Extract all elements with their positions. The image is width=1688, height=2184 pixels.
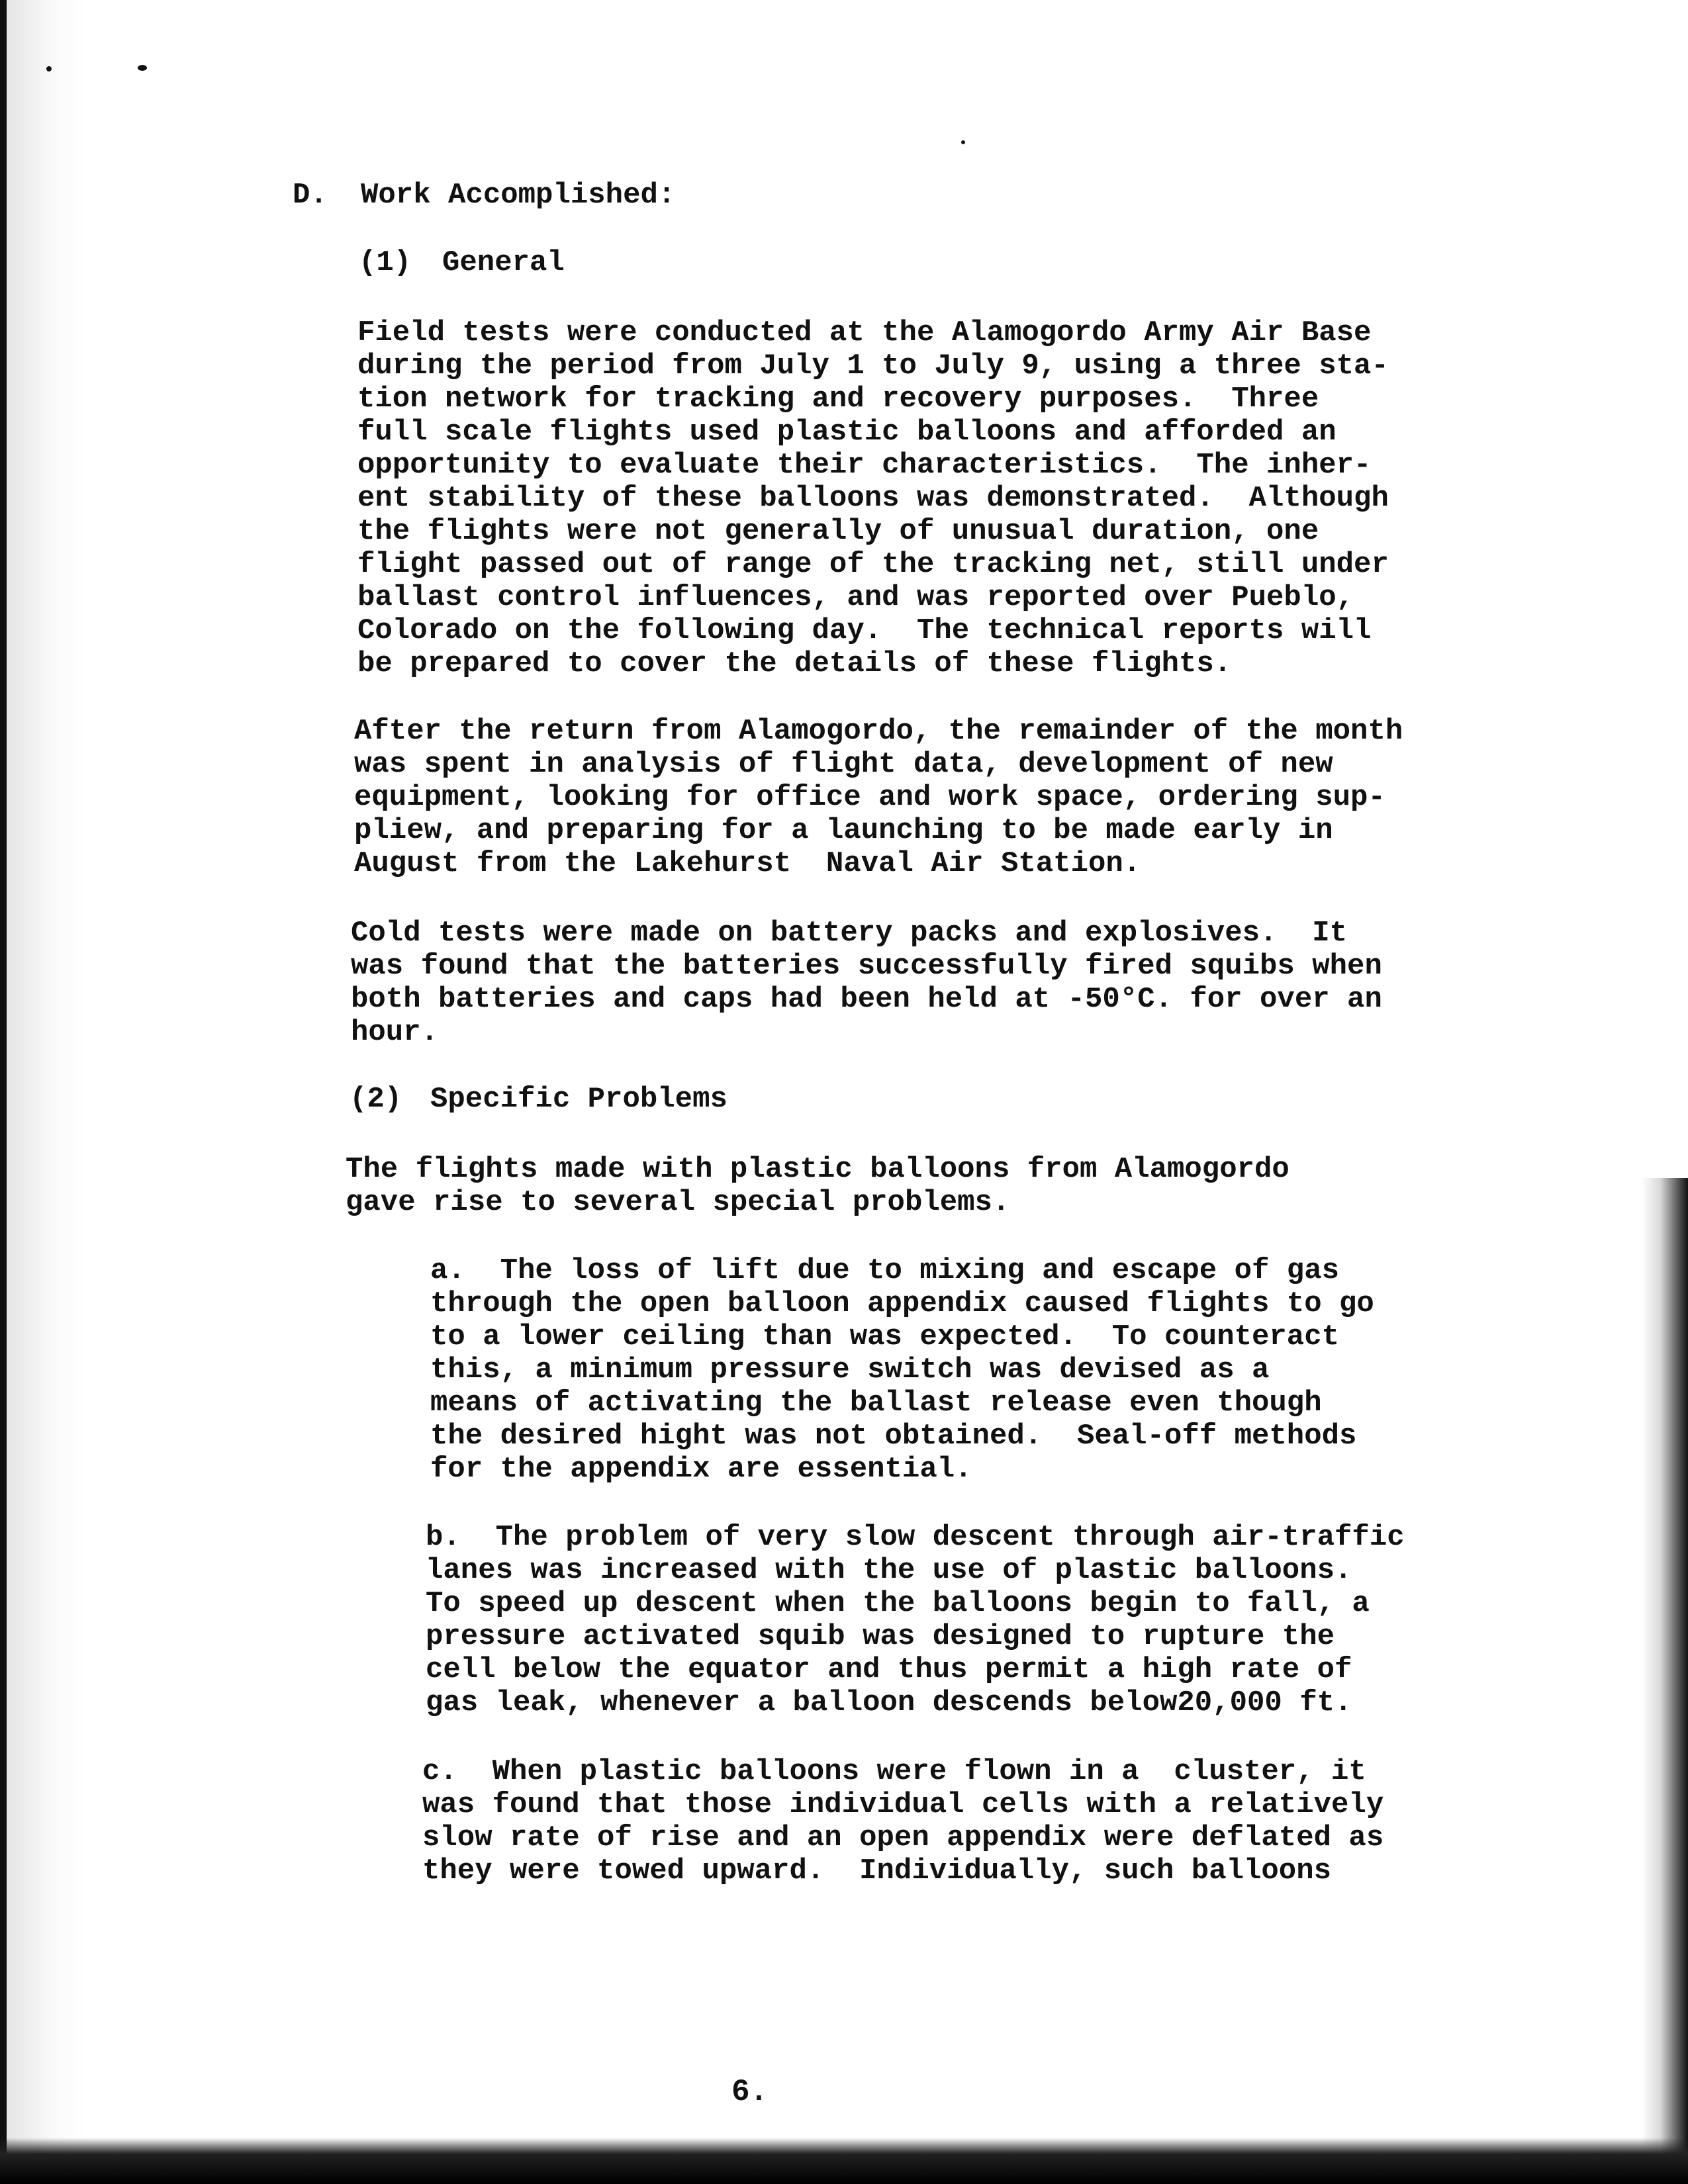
text-line: cell below the equator and thus permit a high rate of [426, 1653, 1352, 1686]
page-number: 6. [731, 2075, 769, 2109]
text-line: equipment, looking for office and work space, ordering sup- [354, 781, 1385, 814]
text-line: through the open balloon appendix caused flights to go [430, 1287, 1374, 1320]
text-line: this, a minimum pressure switch was devised as a [430, 1353, 1270, 1387]
text-line: was found that the batteries successfully fired squibs when [351, 950, 1382, 983]
text-line: The flights made with plastic balloons from Alamogordo [346, 1153, 1289, 1186]
text-line: be prepared to cover the details of these flights. [357, 647, 1232, 680]
scan-edge-bottom [0, 2138, 1688, 2184]
text-line: August from the Lakehurst Naval Air Station. [354, 847, 1141, 880]
text-line: b. The problem of very slow descent through air-traffic [426, 1521, 1405, 1554]
text-line: means of activating the ballast release even though [430, 1387, 1322, 1420]
text-line: pressure activated squib was designed to rupture the [426, 1620, 1335, 1653]
text-line: full scale flights used plastic balloons and afforded an [357, 416, 1336, 449]
text-line: opportunity to evaluate their characteristics. The inher- [357, 449, 1372, 482]
text-line: ballast control influences, and was reported over Pueblo, [357, 581, 1354, 614]
text-line: a. The loss of lift due to mixing and escape of gas [430, 1254, 1340, 1287]
subsection-number: (1) [359, 246, 412, 279]
text-line: lanes was increased with the use of plastic balloons. [426, 1554, 1352, 1587]
scan-edge-right [1642, 1178, 1688, 2184]
text-line: to a lower ceiling than was expected. To counteract [430, 1320, 1340, 1353]
subsection-title: Specific Problems [430, 1083, 727, 1116]
text-line: To speed up descent when the balloons begin to fall, a [426, 1587, 1370, 1620]
text-line: slow rate of rise and an open appendix were deflated as [422, 1821, 1384, 1854]
text-line: during the period from July 1 to July 9, using a three sta- [357, 349, 1389, 383]
text-line: After the return from Alamogordo, the remainder of the month [354, 715, 1403, 748]
text-line: c. When plastic balloons were flown in a cluster, it [422, 1755, 1366, 1788]
text-line: Colorado on the following day. The technical reports will [357, 614, 1372, 647]
text-line: gas leak, whenever a balloon descends below20,000 ft. [426, 1686, 1352, 1719]
text-line: hour. [351, 1016, 439, 1049]
scan-speck [138, 65, 147, 71]
section-label: D. [293, 179, 328, 212]
subsection-number: (2) [350, 1083, 402, 1116]
section-title: Work Accomplished: [361, 179, 676, 212]
text-line: was found that those individual cells with a relatively [422, 1788, 1384, 1821]
scan-speck [961, 140, 965, 144]
text-line: gave rise to several special problems. [346, 1186, 1010, 1219]
text-line: Field tests were conducted at the Alamogordo Army Air Base [357, 316, 1372, 349]
subsection-title: General [442, 246, 565, 279]
scan-edge-left [0, 0, 7, 2184]
text-line: ent stability of these balloons was demonstrated. Although [357, 482, 1389, 515]
text-line: pliew, and preparing for a launching to be made early in [354, 814, 1333, 847]
text-line: they were towed upward. Individually, such balloons [422, 1854, 1332, 1888]
text-line: flight passed out of range of the tracking net, still under [357, 548, 1389, 581]
text-line: the flights were not generally of unusual duration, one [357, 515, 1319, 548]
text-line: tion network for tracking and recovery purposes. Three [357, 383, 1319, 416]
text-line: the desired hight was not obtained. Seal-off methods [430, 1420, 1357, 1453]
scan-shadow-left [7, 0, 86, 2184]
text-line: Cold tests were made on battery packs and explosives. It [351, 917, 1348, 950]
scan-speck [46, 66, 52, 71]
text-line: for the appendix are essential. [430, 1453, 972, 1486]
text-line: was spent in analysis of flight data, development of new [354, 748, 1333, 781]
text-line: both batteries and caps had been held at -50°C. for over an [351, 983, 1382, 1016]
